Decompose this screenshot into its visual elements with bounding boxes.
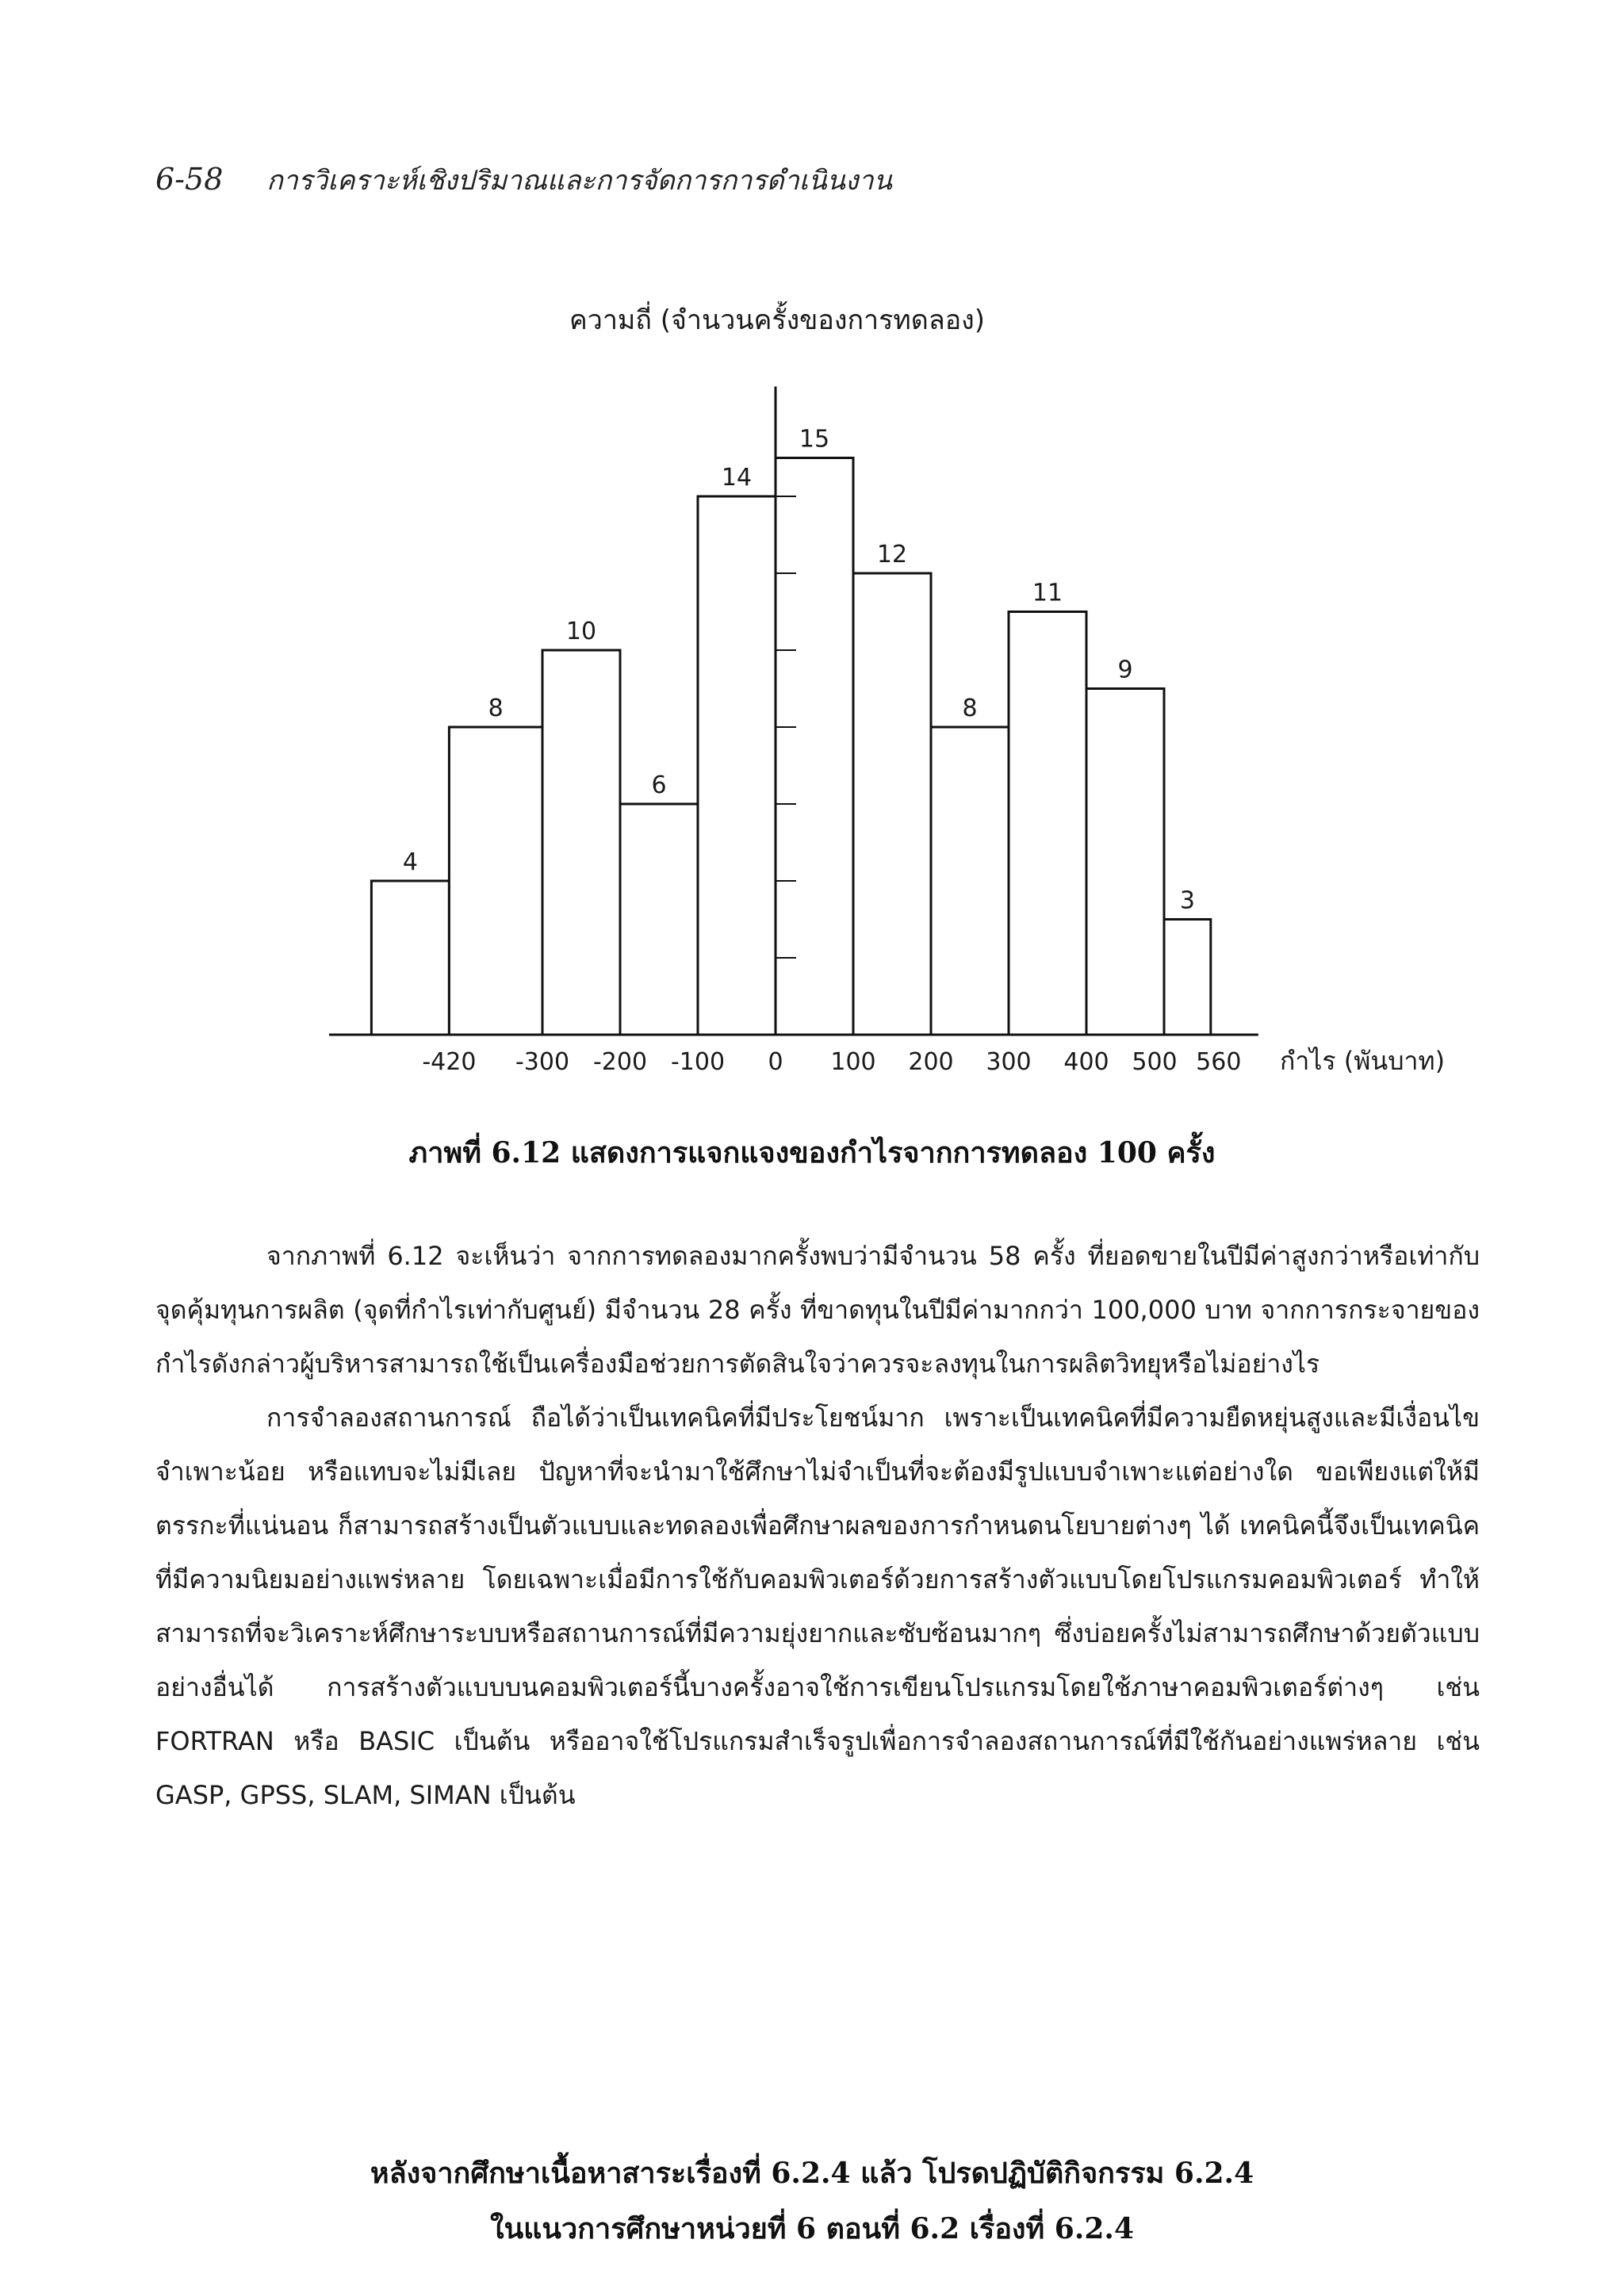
x-tick-label: 100 bbox=[830, 1048, 876, 1076]
bar-value-label: 8 bbox=[488, 695, 504, 722]
x-tick-label: 300 bbox=[986, 1048, 1032, 1076]
histogram-bar bbox=[931, 727, 1009, 1035]
activity-note bbox=[0, 2146, 1624, 2257]
figure-caption: ภาพที่ 6.12 แสดงการแจกแจงของกำไรจากการทดลอง 100 ครั้ง bbox=[408, 1136, 1216, 1169]
activity-note-line: หลังจากศึกษาเนื้อหาสาระเรื่องที่ 6.2.4 แล้ว โปรดปฏิบัติกิจกรรม 6.2.4 bbox=[370, 2157, 1254, 2190]
histogram-bar bbox=[776, 458, 853, 1035]
histogram-chart bbox=[0, 301, 1624, 1126]
histogram-bar bbox=[698, 496, 776, 1035]
bar-value-label: 14 bbox=[721, 464, 753, 492]
running-header bbox=[155, 159, 892, 201]
bar-value-label: 9 bbox=[1117, 656, 1133, 684]
paragraph: การจำลองสถานการณ์ ถือได้ว่าเป็นเทคนิคที่มีประโยชน์มาก เพราะเป็นเทคนิคที่มีความยืดหยุ่นสูงและมีเงื่อนไขจำเพาะน้อย หรือแทบจะไม่มีเลย ปัญหาที่จะนำมาใช้ศึกษาไม่จำเป็นที่จะต้องมีรูปแบบจำเพาะแต่อย่างใด ขอเพียงแต่ให้มีตรรกะที่แน่นอน ก็สามารถสร้างเป็นตัวแบบและทดลองเพื่อศึกษาผลของการกำหนดนโยบายต่างๆ ได้ เทคนิคนี้จึงเป็นเทคนิคที่มีความนิยมอย่างแพร่หลาย โดยเฉพาะเมื่อมีการใช้กับคอมพิวเตอร์ด้วยการสร้างตัวแบบโดยโปรแกรมคอมพิวเตอร์ ทำให้สามารถที่จะวิเคราะห์ศึกษาระบบหรือสถานการณ์ที่มีความยุ่งยากและซับซ้อนมากๆ ซึ่งบ่อยครั้งไม่สามารถศึกษาด้วยตัวแบบอย่างอื่นได้ การสร้างตัวแบบบนคอมพิวเตอร์นี้บางครั้งอาจใช้การเขียนโปรแกรมโดยใช้ภาษาคอมพิวเตอร์ต่างๆ เช่น FORTRAN หรือ BASIC เป็นต้น หรืออาจใช้โปรแกรมสำเร็จรูปเพื่อการจำลองสถานการณ์ที่มีใช้กันอย่างแพร่หลาย เช่น GASP, GPSS, SLAM, SIMAN เป็นต้น bbox=[155, 1403, 1480, 1810]
bar-value-label: 3 bbox=[1179, 886, 1195, 915]
histogram-bar bbox=[1086, 689, 1164, 1035]
bar-value-label: 8 bbox=[962, 695, 978, 722]
bar-value-label: 11 bbox=[1032, 579, 1063, 607]
histogram-bar bbox=[542, 650, 620, 1035]
book-title: การวิเคราะห์เชิงปริมาณและการจัดการการดำเนินงาน bbox=[266, 165, 892, 197]
bar-value-label: 12 bbox=[876, 541, 908, 568]
x-tick-label: 200 bbox=[908, 1048, 954, 1076]
x-tick-label: -200 bbox=[592, 1048, 648, 1076]
x-tick-label: -300 bbox=[515, 1048, 570, 1076]
histogram-figure bbox=[0, 301, 1624, 1126]
histogram-bar bbox=[1164, 920, 1211, 1035]
y-axis-label: ความถี่ (จำนวนครั้งของการทดลอง) bbox=[569, 304, 986, 336]
histogram-bar bbox=[449, 727, 542, 1035]
page-number: 6-58 bbox=[155, 162, 224, 197]
body-text bbox=[155, 1229, 1480, 1822]
x-tick-label: -420 bbox=[422, 1048, 477, 1076]
x-axis-label: กำไร (พันบาท) bbox=[1279, 1046, 1446, 1076]
paragraph: จากภาพที่ 6.12 จะเห็นว่า จากการทดลองมากครั้งพบว่ามีจำนวน 58 ครั้ง ที่ยอดขายในปีมีค่าสูงกว่าหรือเท่ากับจุดคุ้มทุนการผลิต (จุดที่กำไรเท่ากับศูนย์) มีจำนวน 28 ครั้ง ที่ขาดทุนในปีมีค่ามากกว่า 100,000 บาท จากการกระจายของกำไรดังกล่าวผู้บริหารสามารถใช้เป็นเครื่องมือช่วยการตัดสินใจว่าควรจะลงทุนในการผลิตวิทยุหรือไม่อย่างไร bbox=[155, 1241, 1480, 1379]
x-tick-label: -100 bbox=[670, 1048, 726, 1076]
histogram-bar bbox=[1009, 612, 1086, 1035]
x-tick-label: 0 bbox=[768, 1048, 783, 1076]
bar-value-label: 4 bbox=[402, 848, 418, 876]
bar-value-label: 15 bbox=[799, 425, 830, 454]
x-tick-label: 560 bbox=[1196, 1048, 1242, 1076]
histogram-bar bbox=[620, 804, 698, 1035]
histogram-bar bbox=[853, 573, 931, 1035]
x-tick-label: 400 bbox=[1063, 1048, 1109, 1076]
histogram-bar bbox=[371, 881, 449, 1035]
bar-value-label: 10 bbox=[565, 618, 597, 645]
bar-value-label: 6 bbox=[651, 771, 667, 799]
x-tick-label: 500 bbox=[1132, 1048, 1178, 1076]
activity-note-line: ในแนวการศึกษาหน่วยที่ 6 ตอนที่ 6.2 เรื่องที่ 6.2.4 bbox=[489, 2212, 1134, 2245]
